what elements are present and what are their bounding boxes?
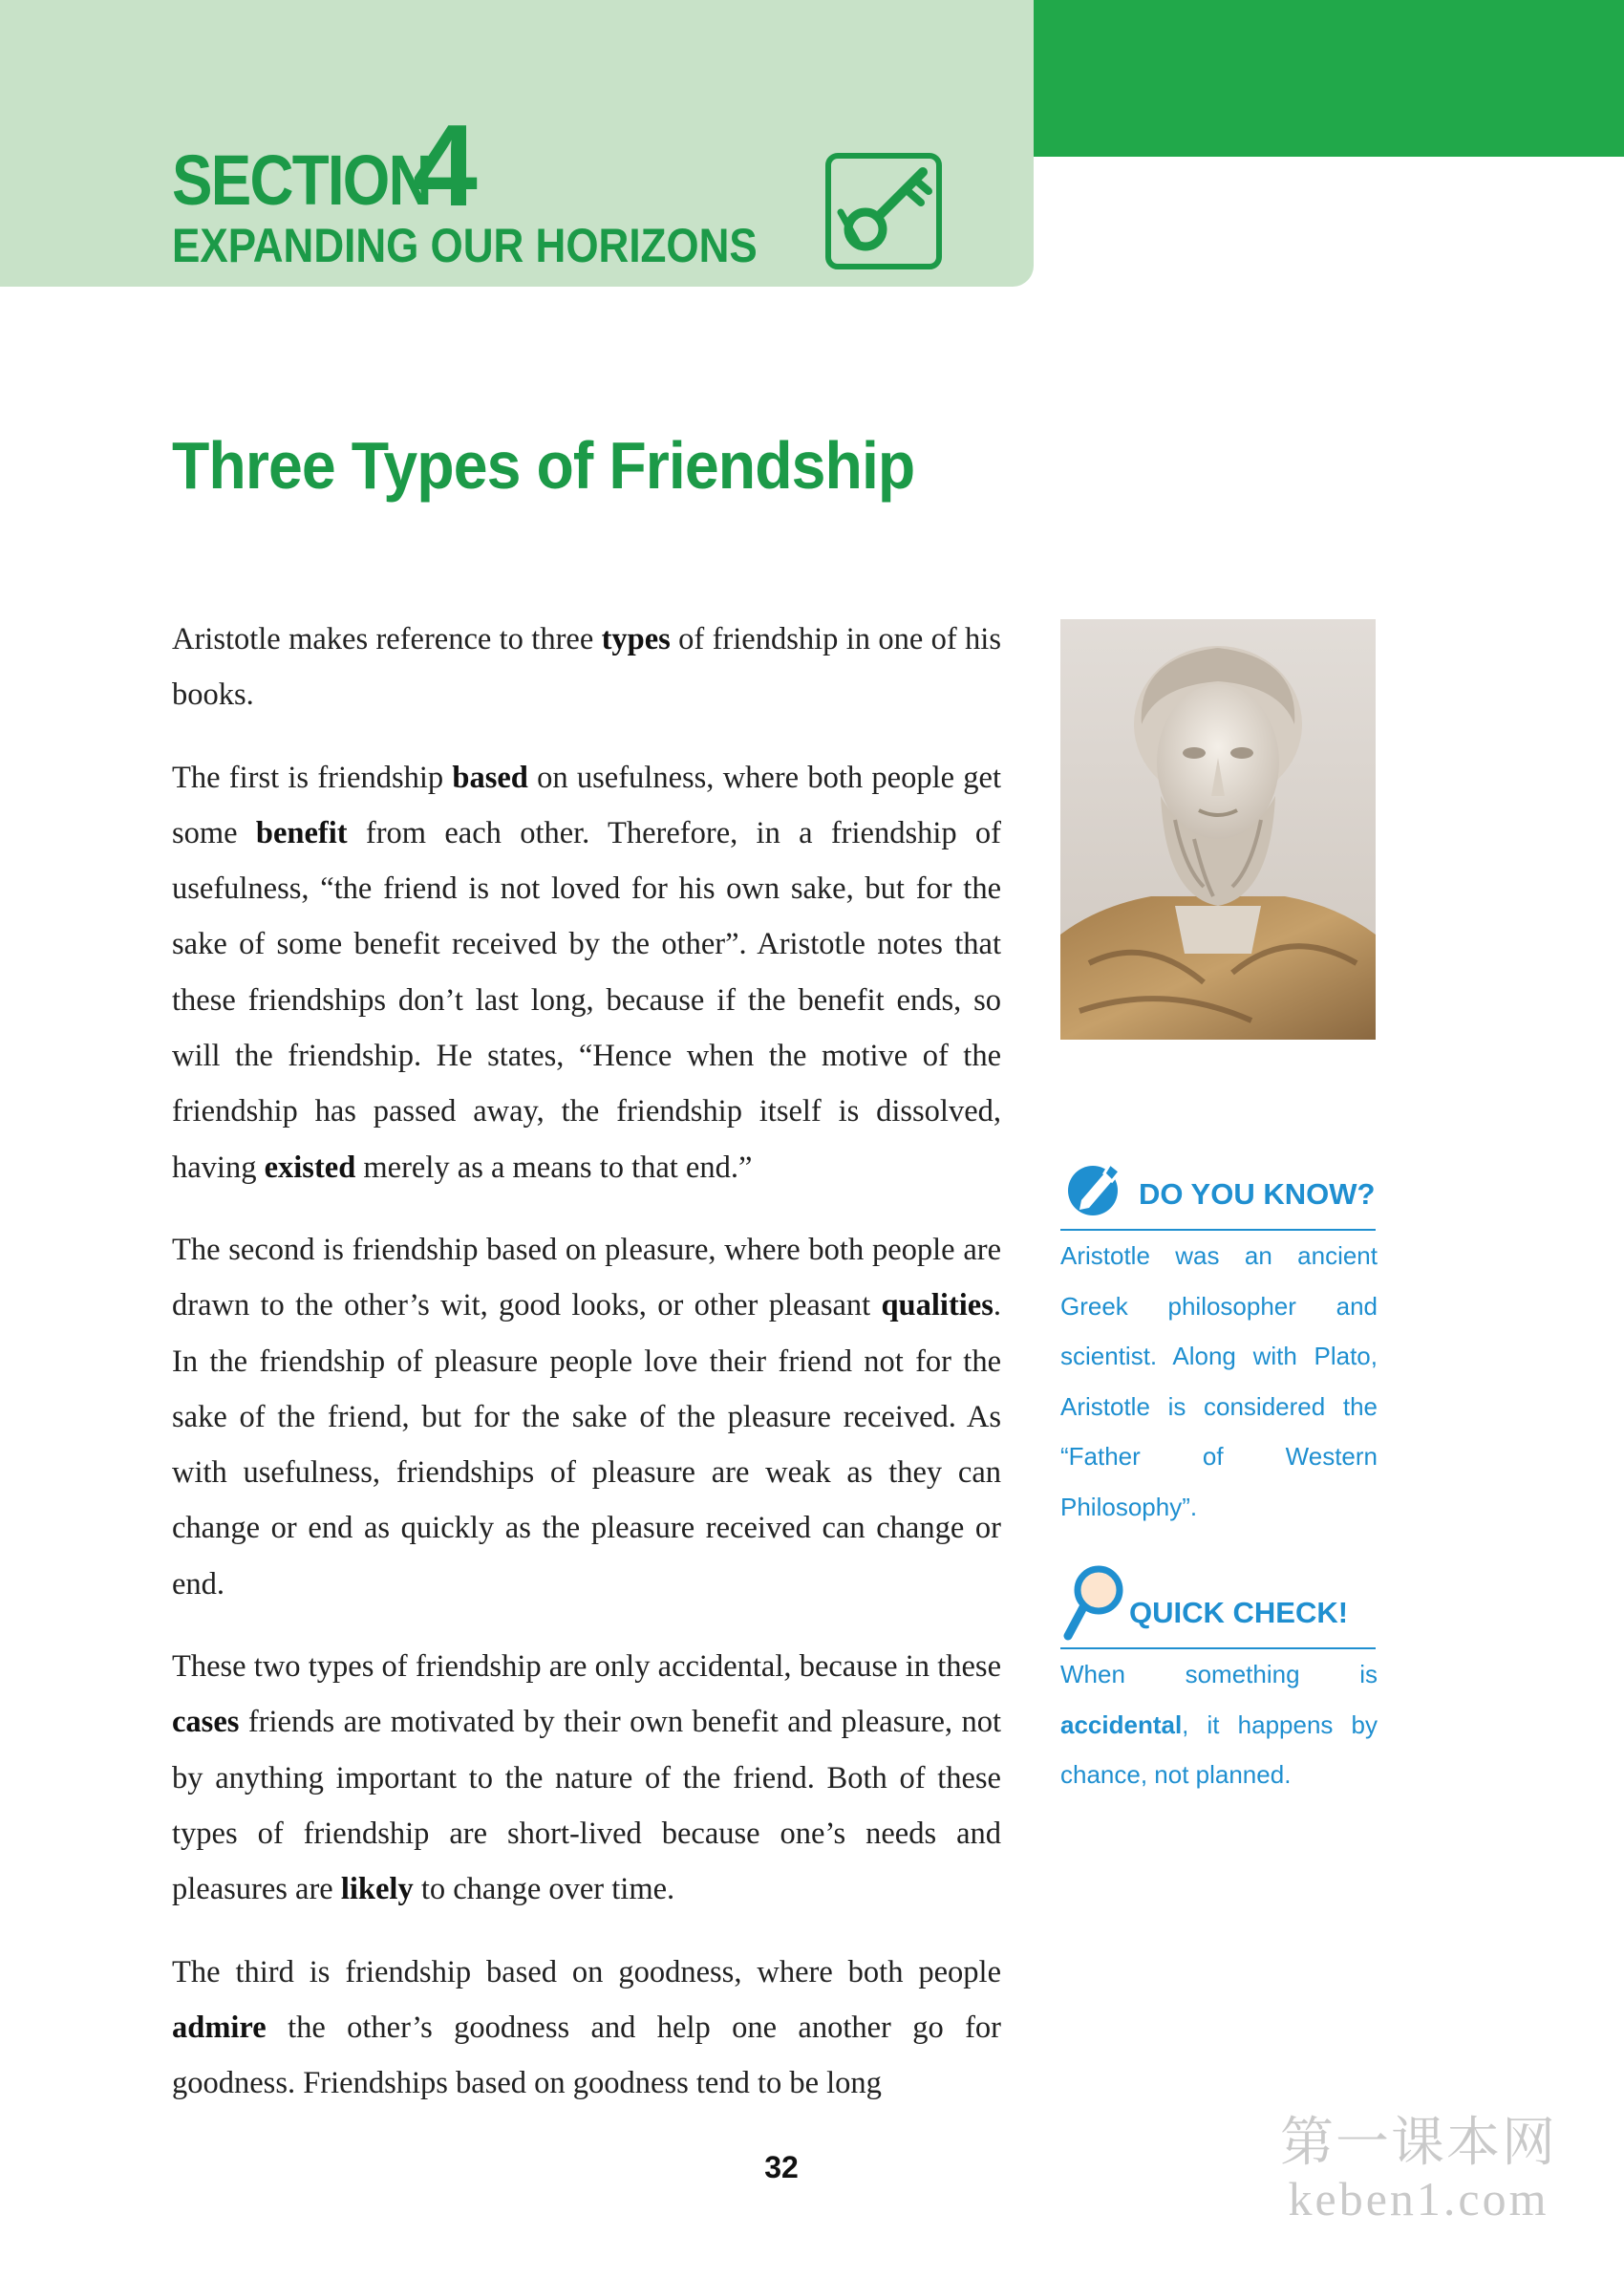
section-label: SECTION [172, 140, 431, 220]
bold-term: types [601, 622, 671, 656]
bold-term: likely [340, 1872, 414, 1907]
text-run: of friendship in one of his books. [172, 622, 1001, 713]
body-paragraph [172, 1222, 1001, 1612]
text-run: on usefulness, where both people get some [172, 760, 1001, 850]
watermark [1280, 2114, 1557, 2225]
quick-check-text [1060, 1649, 1378, 1800]
text-run: merely as a means to that end.” [355, 1150, 753, 1185]
aristotle-bust-image [1060, 619, 1376, 1040]
bold-term: cases [172, 1705, 240, 1740]
bold-term: admire [172, 2010, 267, 2045]
text-run: . In the friendship of pleasure people love their friend not for the sake of the friend, but for the sake of the pleasure received. As with usefulness, friendships of pleasure are weak as they can change or end as quickly as the pleasure received can change or end. [172, 1288, 1001, 1602]
text-run: friends are motivated by their own benefit and pleasure, not by anything important to the nature of the friend. Both of these types of friendship are short-lived because one’s needs and pleasures are [172, 1705, 1001, 1907]
quick-check-heading: QUICK CHECK! [1129, 1596, 1349, 1629]
bold-term: benefit [255, 815, 348, 850]
do-you-know-heading: DO YOU KNOW? [1139, 1177, 1376, 1211]
text-run: The first is friendship [172, 760, 453, 795]
do-you-know-text: Aristotle was an ancient Greek philosopher and scientist. Along with Plato, Aristotle is considered the “Father of Western Philosophy”. [1060, 1241, 1378, 1521]
quick-check-text-end: , it happens by chance, not planned. [1060, 1709, 1378, 1789]
header-accent-block [1034, 0, 1624, 157]
body-paragraph [172, 750, 1001, 1195]
quick-check-term: accidental [1060, 1709, 1183, 1739]
key-check-icon [825, 153, 942, 269]
watermark-cn: 第一课本网 [1280, 2112, 1557, 2174]
text-run: The second is friendship based on pleasure, where both people are drawn to the other’s wit, good looks, or other pleasant [172, 1232, 1001, 1323]
article-body [172, 612, 1001, 2138]
section-number: 4 [413, 100, 478, 230]
body-paragraph [172, 1639, 1001, 1917]
bold-term: based [452, 760, 528, 795]
body-paragraph [172, 612, 1001, 723]
text-run: The third is friendship based on goodness, where both people [172, 1954, 1001, 1989]
quick-check-text-start: When something is [1060, 1660, 1378, 1688]
text-run: Aristotle makes reference to three [172, 622, 602, 656]
watermark-en: keben1.com [1288, 2171, 1549, 2225]
bold-term: existed [264, 1150, 356, 1185]
page-title: Three Types of Friendship [172, 428, 915, 503]
section-title: EXPANDING OUR HORIZONS [172, 219, 758, 272]
body-paragraph [172, 1945, 1001, 2112]
bold-term: qualities [881, 1288, 994, 1323]
text-run: to change over time. [413, 1872, 675, 1907]
text-run: from each other. Therefore, in a friendship of usefulness, “the friend is not loved for his own sake, but for the sake of some benefit received by the other”. Aristotle notes that these friendships don’t last long, because if the benefit ends, so will the friendship. He states, “Hence when the motive of the friendship has passed away, the friendship itself is dissolved, having [172, 815, 1001, 1185]
text-run: These two types of friendship are only accidental, because in these [172, 1649, 1001, 1685]
pen-badge-icon [1062, 1154, 1129, 1221]
magnifier-icon [1062, 1561, 1129, 1645]
page-number: 32 [764, 2150, 799, 2184]
text-run: the other’s goodness and help one another go for goodness. Friendships based on goodness tend to be long [172, 2010, 1001, 2101]
